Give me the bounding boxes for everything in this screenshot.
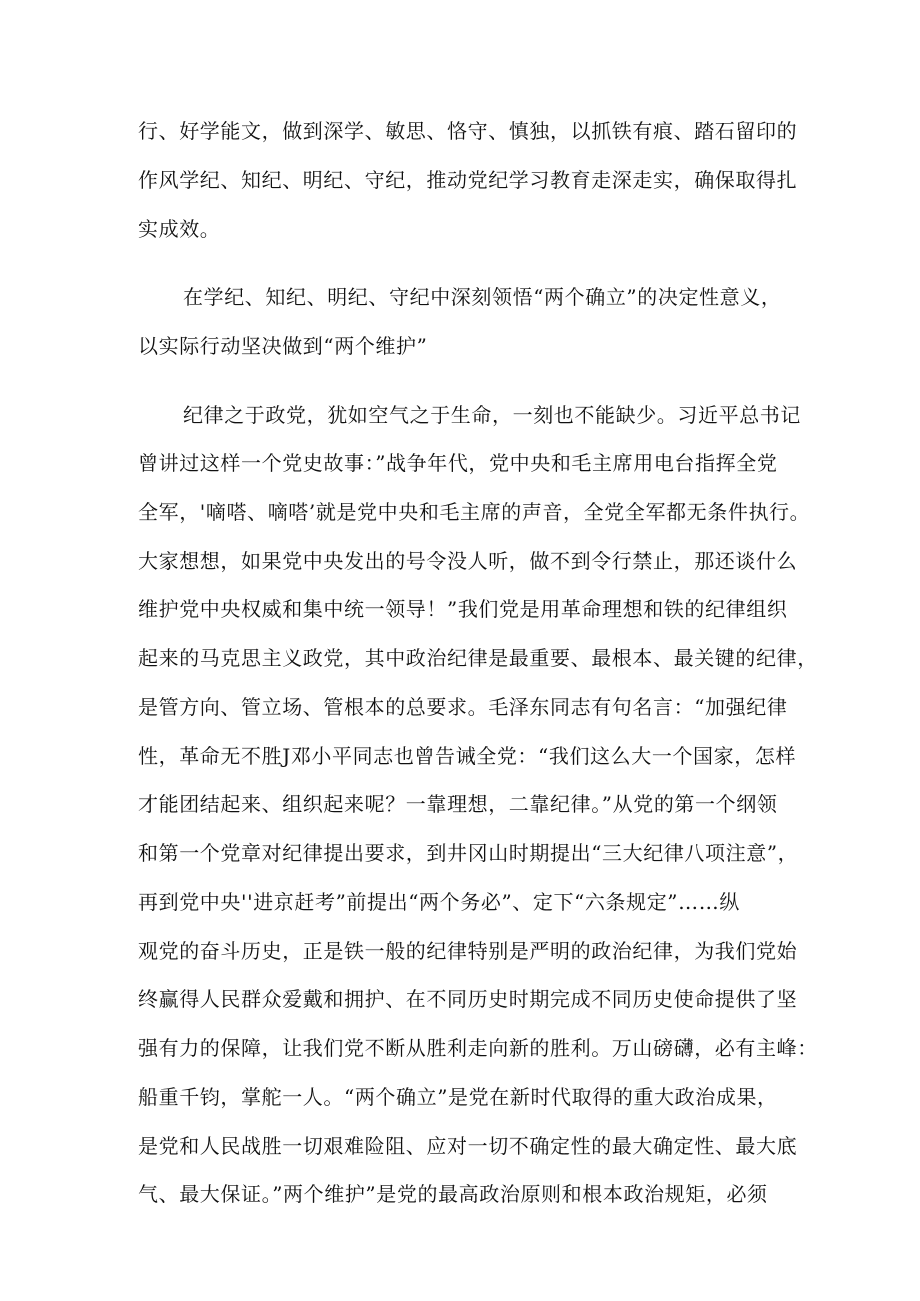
paragraph-2-line-17: 气、最大保证。”两个维护”是党的最高政治原则和根本政治规矩，必须 [138, 1182, 768, 1206]
paragraph-2-line-3: 全军，'嘀嗒、嘀嗒’就是党中央和毛主席的声音，全党全军都无条件执行。 [138, 500, 811, 524]
paragraph-2-line-13: 终赢得人民群众爱戴和拥护、在不同历史时期完成不同历史使命提供了坚 [138, 987, 798, 1011]
paragraph-2-line-1: 纪律之于政党，犹如空气之于生命，一刻也不能缺少。习近平总书记 [183, 403, 801, 427]
paragraph-2-line-14: 强有力的保障，让我们党不断从胜利走向新的胜利。万山磅礴，必有主峰： [138, 1036, 818, 1060]
paragraph-2-line-8: 性，革命无不胜J邓小平同志也曾告诫全党：“我们这么大一个国家，怎样 [138, 744, 797, 768]
paragraph-2-line-15: 船重千钧，掌舵一人。“两个确立”是党在新时代取得的重大政治成果， [138, 1085, 778, 1109]
paragraph-2-line-7: 是管方向、管立场、管根本的总要求。毛泽东同志有句名言：“加强纪律 [138, 695, 788, 719]
paragraph-2-line-5: 维护党中央权威和集中统一领导！”我们党是用革命理想和铁的纪律组织 [138, 597, 788, 621]
paragraph-2-line-11: 再到党中央''进京赶考”前提出“两个务必”、定下“六条规定”……纵 [138, 890, 740, 914]
paragraph-2-line-10: 和第一个党章对纪律提出要求，到井冈山时期提出“三大纪律八项注意”， [138, 841, 799, 865]
paragraph-2-line-12: 观党的奋斗历史，正是铁一般的纪律特别是严明的政治纪律，为我们党始 [138, 939, 798, 963]
paragraph-2-line-9: 才能团结起来、组织起来呢？一靠理想，二靠纪律。”从党的第一个纲领 [138, 792, 778, 816]
paragraph-1-line-1: 行、好学能文，做到深学、敏思、恪守、慎独，以抓铁有痕、踏石留印的 [138, 119, 798, 143]
paragraph-2-line-6: 起来的马克思主义政党，其中政治纪律是最重要、最根本、最关键的纪律， [138, 646, 818, 670]
paragraph-1-line-2: 作风学纪、知纪、明纪、守纪，推动党纪学习教育走深走实，确保取得扎 [138, 168, 798, 192]
section-heading-line-2: 以实际行动坚决做到“两个维护” [138, 334, 428, 358]
paragraph-1-line-3: 实成效。 [138, 217, 221, 241]
paragraph-2-line-16: 是党和人民战胜一切艰难险阻、应对一切不确定性的最大确定性、最大底 [138, 1134, 798, 1158]
paragraph-2-line-4: 大家想想，如果党中央发出的号令没人听，做不到令行禁止，那还谈什么 [138, 549, 798, 573]
paragraph-2-line-2: 曾讲过这样一个党史故事：”战争年代，党中央和毛主席用电台指挥全党 [138, 451, 778, 475]
section-heading-line-1: 在学纪、知纪、明纪、守纪中深刻领悟“两个确立”的决定性意义， [183, 285, 782, 309]
